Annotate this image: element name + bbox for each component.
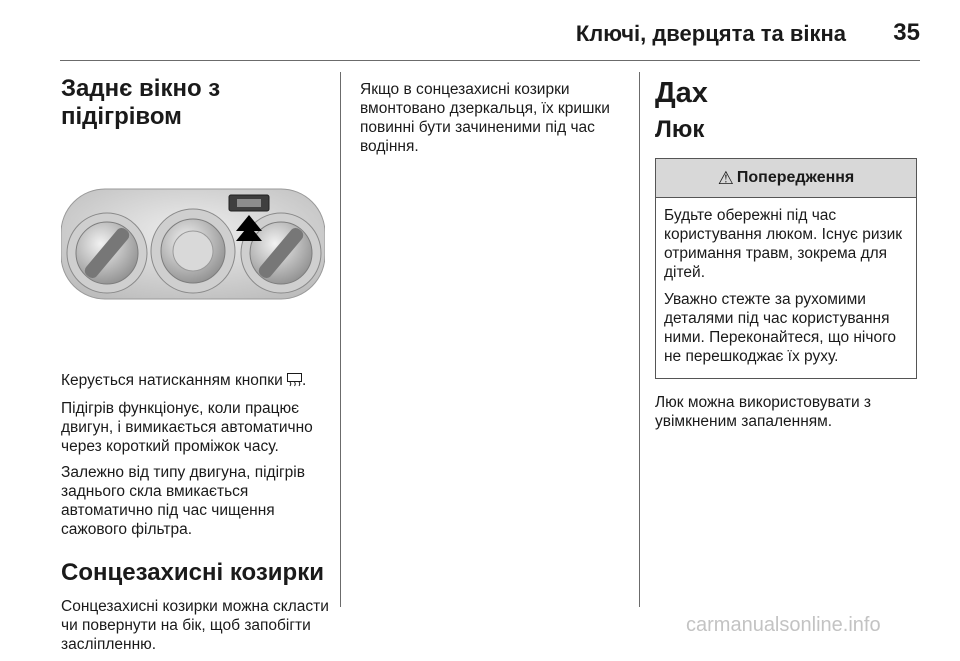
climate-control-figure [61,141,325,351]
column-divider-right [639,72,640,607]
para-mirrors: Якщо в сонцезахисні козирки вмонтовано дзеркальця, їх кришки повинні бути зачиненими під час водіння. [360,81,610,155]
warning-header [656,159,916,198]
middle-column [360,80,630,163]
warning-para-2: Уважно стежте за рухомими деталями під час користування ними. Переконайтеся, що нічого не перешкоджає їх руху. [664,291,897,365]
para-engine: Залежно від типу двигуна, підігрів заднього скла вмикається автоматично під час чищення сажового фільтра. [61,464,305,538]
knob-left [67,213,147,293]
warning-title: Попередження [736,169,855,186]
heading-roof: Дах [655,77,708,109]
heading-sun-visors: Сонцезахисні козирки [61,559,324,586]
header-rule [60,60,920,61]
heading-rear-window: Заднє вікно з підігрівом [61,75,221,130]
heading-sunroof: Люк [655,116,705,143]
watermark: carmanualsonline.info [686,614,881,636]
column-divider-left [340,72,341,607]
rear-window-defroster-icon [287,373,302,392]
para-heating: Підігрів функціонує, коли працює двигун, і вимикається автоматично через короткий проміжок часу. [61,400,313,455]
left-column [61,75,329,661]
warning-body [656,198,916,378]
right-column [655,76,925,438]
warning-triangle-icon: ⚠ [717,167,734,188]
warning-box [655,158,917,379]
warning-para-1: Будьте обережні під час користування люком. Існує ризик отримання травм, зокрема для дітей. [664,207,903,281]
para-button: Керується натисканням кнопки . [61,371,329,392]
para-sun-visors: Сонцезахисні козирки можна скласти чи повернути на бік, щоб запобігти засліпленню. [61,598,329,653]
knob-center [151,209,235,293]
para-ignition: Люк можна використовувати з увімкненим запаленням. [655,394,872,430]
page-number: 35 [893,19,920,46]
page-header-title: Ключі, дверцята та вікна [575,21,846,46]
